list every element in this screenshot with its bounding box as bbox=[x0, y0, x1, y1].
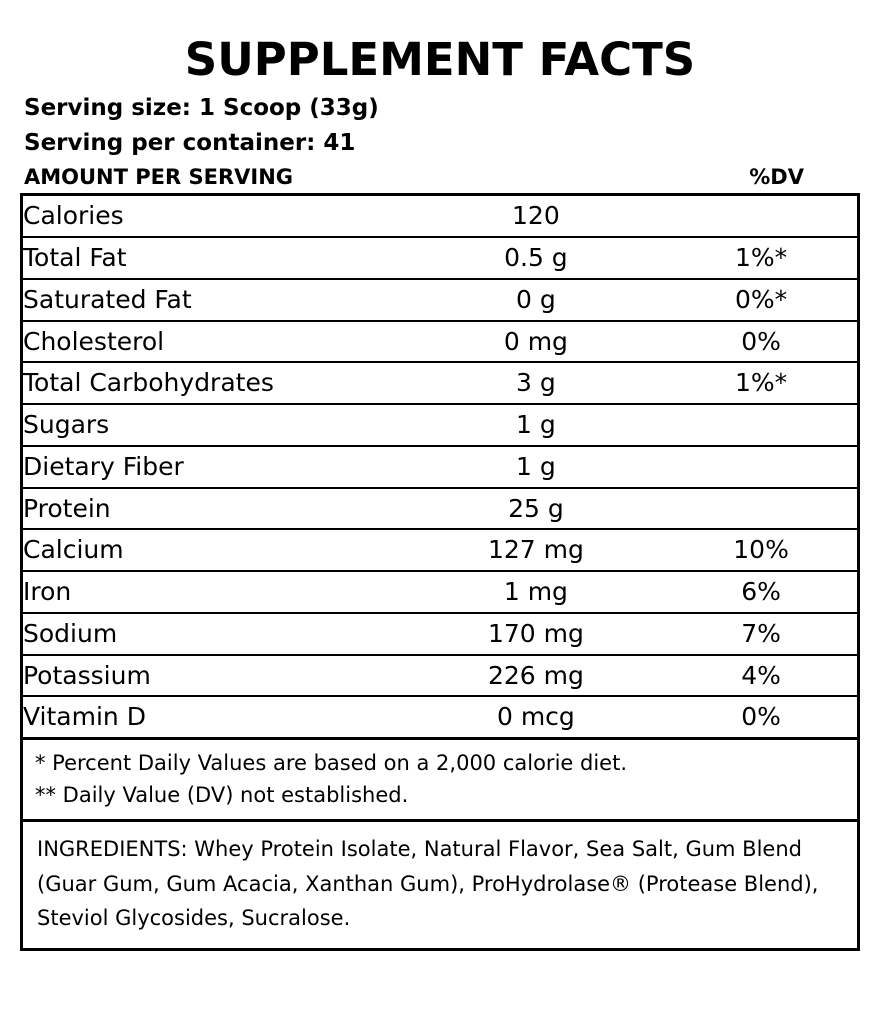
nutrient-daily-value: 10% bbox=[665, 529, 857, 571]
nutrient-amount: 226 mg bbox=[407, 655, 666, 697]
nutrient-name: Cholesterol bbox=[23, 321, 407, 363]
page-title: SUPPLEMENT FACTS bbox=[184, 33, 696, 86]
ingredients-box bbox=[20, 822, 860, 951]
nutrient-daily-value: 7% bbox=[665, 613, 857, 655]
nutrition-facts-box bbox=[20, 193, 860, 740]
table-row bbox=[23, 613, 857, 655]
nutrient-amount: 1 g bbox=[407, 446, 666, 488]
nutrient-daily-value bbox=[665, 196, 857, 237]
table-row bbox=[23, 279, 857, 321]
table-row bbox=[23, 446, 857, 488]
nutrient-amount: 1 g bbox=[407, 404, 666, 446]
nutrient-name: Iron bbox=[23, 571, 407, 613]
table-row bbox=[23, 237, 857, 279]
nutrient-daily-value bbox=[665, 446, 857, 488]
nutrient-daily-value: 0%* bbox=[665, 279, 857, 321]
daily-value-label: %DV bbox=[749, 165, 804, 190]
amount-per-serving-label: AMOUNT PER SERVING bbox=[24, 165, 294, 190]
nutrient-amount: 3 g bbox=[407, 362, 666, 404]
nutrient-daily-value: 1%* bbox=[665, 237, 857, 279]
nutrient-name: Dietary Fiber bbox=[23, 446, 407, 488]
nutrition-table bbox=[23, 196, 857, 737]
nutrient-daily-value: 6% bbox=[665, 571, 857, 613]
nutrient-name: Calories bbox=[23, 196, 407, 237]
table-row bbox=[23, 529, 857, 571]
serving-per-container-text: Serving per container: 41 bbox=[24, 130, 356, 157]
nutrient-amount: 127 mg bbox=[407, 529, 666, 571]
nutrient-daily-value: 0% bbox=[665, 321, 857, 363]
nutrient-amount: 1 mg bbox=[407, 571, 666, 613]
nutrient-name: Vitamin D bbox=[23, 702, 146, 732]
footnote-daily-values: * Percent Daily Values are based on a 2,000 calorie diet. bbox=[35, 751, 627, 776]
nutrient-daily-value bbox=[665, 488, 857, 530]
nutrient-daily-value bbox=[665, 404, 857, 446]
table-row bbox=[23, 696, 857, 737]
table-row bbox=[23, 488, 857, 530]
nutrient-name: Calcium bbox=[23, 529, 407, 571]
nutrient-name: Protein bbox=[23, 488, 407, 530]
table-row bbox=[23, 196, 857, 237]
nutrient-name: Sugars bbox=[23, 404, 407, 446]
nutrient-amount: 0 g bbox=[407, 279, 666, 321]
nutrient-amount: 0 mcg bbox=[496, 702, 575, 732]
table-row bbox=[23, 571, 857, 613]
nutrient-amount: 120 bbox=[407, 196, 666, 237]
nutrient-name: Total Carbohydrates bbox=[23, 362, 407, 404]
supplement-facts-panel bbox=[0, 33, 880, 1036]
nutrient-name: Saturated Fat bbox=[23, 279, 407, 321]
ingredients-text: INGREDIENTS: Whey Protein Isolate, Natural Flavor, Sea Salt, Gum Blend (Guar Gum, Gum Acacia, Xanthan Gum), ProHydrolase® (Protease Blend), Steviol Glycosides, Sucralose. bbox=[37, 837, 819, 931]
table-row bbox=[23, 655, 857, 697]
footnotes-box bbox=[20, 740, 860, 822]
nutrient-name: Potassium bbox=[23, 655, 407, 697]
footnote-dv-not-established: ** Daily Value (DV) not established. bbox=[35, 782, 409, 807]
nutrient-amount: 25 g bbox=[407, 488, 666, 530]
table-row bbox=[23, 362, 857, 404]
nutrient-daily-value: 1%* bbox=[665, 362, 857, 404]
nutrient-name: Sodium bbox=[23, 613, 407, 655]
table-row bbox=[23, 321, 857, 363]
nutrient-amount: 0.5 g bbox=[407, 237, 666, 279]
nutrient-amount: 170 mg bbox=[407, 613, 666, 655]
nutrient-daily-value: 0% bbox=[741, 702, 781, 732]
serving-size-text: Serving size: 1 Scoop (33g) bbox=[24, 95, 379, 122]
amount-per-serving-row bbox=[24, 165, 856, 189]
table-row bbox=[23, 404, 857, 446]
nutrient-name: Total Fat bbox=[23, 237, 407, 279]
nutrient-amount: 0 mg bbox=[407, 321, 666, 363]
nutrient-daily-value: 4% bbox=[665, 655, 857, 697]
